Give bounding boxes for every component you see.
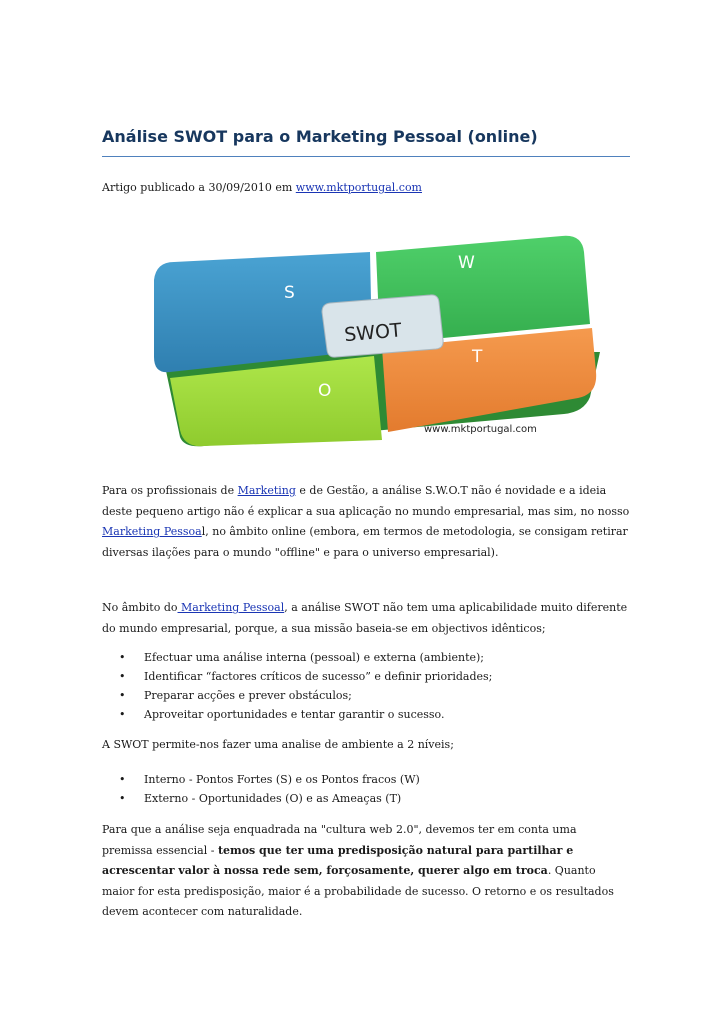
image-watermark: www.mktportugal.com <box>424 424 537 435</box>
list-item: • Interno - Pontos Fortes (S) e os Pontos fracos (W) <box>119 773 420 786</box>
marketing-link[interactable]: Marketing <box>237 484 296 497</box>
key-statement: temos que ter uma predisposição natural para partilhar e acrescentar valor à nossa rede sem, forçosamente, querer algo em troca <box>102 843 574 877</box>
swot-image <box>144 232 604 450</box>
label-s: S <box>284 283 295 303</box>
objectives-list <box>102 648 630 724</box>
list-item: • Efectuar uma análise interna (pessoal) e externa (ambiente); <box>119 651 485 664</box>
source-link[interactable]: www.mktportugal.com <box>295 181 422 194</box>
marketing-pessoal-link-2[interactable]: Marketing Pessoal <box>177 601 285 614</box>
label-swot: SWOT <box>343 319 403 347</box>
paragraph-culture: Para que a análise seja enquadrada na "cultura web 2.0", devemos ter em conta uma premissa essencial - temos que ter uma predisposição natural para partilhar e acrescentar valor à nossa rede sem, forçosamente, querer algo em troca. Quanto maior for esta predisposição, maior é a probabilidade de sucesso. O retorno e os resultados devem acontecer com naturalidade. <box>102 823 614 918</box>
list-item: • Preparar acções e prever obstáculos; <box>119 689 352 702</box>
title-divider <box>102 156 630 157</box>
label-o: O <box>318 381 332 401</box>
label-w: W <box>458 253 475 273</box>
label-t: T <box>472 347 483 367</box>
paragraph-scope: No âmbito do Marketing Pessoal, a análise SWOT não tem uma aplicabilidade muito diferente do mundo empresarial, porque, a sua missão baseia-se em objectivos idênticos; <box>102 601 628 635</box>
paragraph-levels: A SWOT permite-nos fazer uma analise de ambiente a 2 níveis; <box>102 738 454 751</box>
marketing-pessoal-link[interactable]: Marketing Pessoa <box>102 525 202 538</box>
list-item: • Externo - Oportunidades (O) e as Ameaças (T) <box>119 792 402 805</box>
list-item: • Aproveitar oportunidades e tentar garantir o sucesso. <box>119 708 445 721</box>
publication-info <box>102 178 422 198</box>
page-title: Análise SWOT para o Marketing Pessoal (online) <box>102 127 538 146</box>
list-item: • Identificar “factores críticos de sucesso” e definir prioridades; <box>119 670 493 683</box>
publication-text: Artigo publicado a 30/09/2010 em <box>102 181 296 194</box>
levels-list <box>102 770 630 808</box>
paragraph-intro: Para os profissionais de Marketing e de Gestão, a análise S.W.O.T não é novidade e a ideia deste pequeno artigo não é explicar a sua aplicação no mundo empresarial, mas sim, no nosso Marketing Pessoal, no âmbito online (embora, em termos de metodologia, se consigam retirar diversas ilações para o mundo "offline" e para o universo empresarial). <box>102 484 630 559</box>
